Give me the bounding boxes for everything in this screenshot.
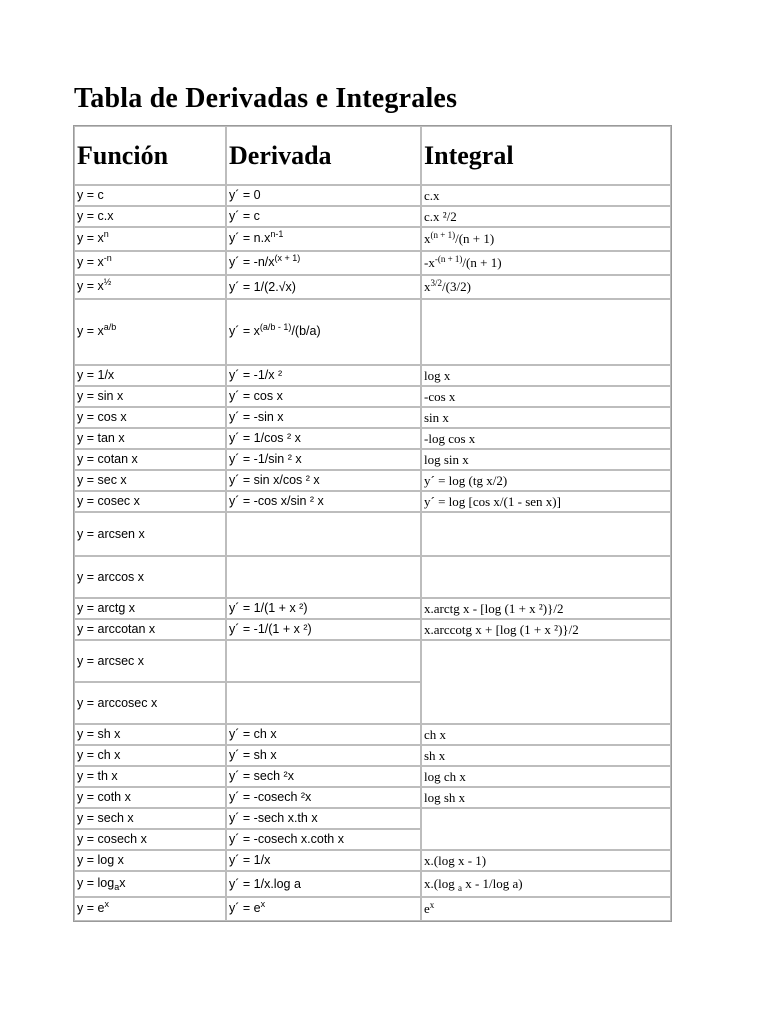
table-row [74,428,671,449]
derivative-cell: y´ = 1/cos ² x [226,428,421,449]
function-cell: y = coth x [74,787,226,808]
table-row [74,449,671,470]
table-row [74,299,671,365]
integral-cell [421,640,671,724]
integral-cell: y´ = log [cos x/(1 - sen x)] [421,491,671,512]
integral-cell: log x [421,365,671,386]
derivative-cell [226,556,421,598]
integral-cell: y´ = log (tg x/2) [421,470,671,491]
table-row [74,766,671,787]
derivative-cell [226,640,421,682]
function-cell: $y = \log_ax$ [74,871,226,897]
derivative-cell [226,682,421,724]
derivative-cell: y´ = ch x [226,724,421,745]
function-cell: y = arcsec x [74,640,226,682]
table-row [74,787,671,808]
table-row [74,206,671,227]
function-cell: y = c.x [74,206,226,227]
integral-cell: ch x [421,724,671,745]
function-cell: $y = x^n$ [74,227,226,251]
derivative-cell: y´ = $-n/x^{(x + 1)}$ [226,251,421,275]
table-row [74,227,671,251]
table-row [74,850,671,871]
derivative-cell: y´ = -sech x.th x [226,808,421,829]
table-row [74,407,671,428]
page-title: Tabla de Derivadas e Integrales [74,83,458,114]
function-cell: y = arccosec x [74,682,226,724]
derivative-cell: y´ = -1/sin ² x [226,449,421,470]
integral-cell: x.(log x - 1) [421,850,671,871]
derivative-cell: y´ = cos x [226,386,421,407]
table-row [74,512,671,556]
function-cell: y = th x [74,766,226,787]
integral-cell [421,512,671,556]
integral-cell: c.x ²/2 [421,206,671,227]
table-row [74,491,671,512]
integral-cell: x.(log $_a$ x - 1/log a) [421,871,671,897]
derivative-cell: y´ = $e^x$ [226,897,421,921]
integral-cell: $x^{3/2}/(3/2)$ [421,275,671,299]
integral-cell: sin x [421,407,671,428]
derivative-cell: y´ = 0 [226,185,421,206]
function-cell: y = sh x [74,724,226,745]
derivative-cell [226,512,421,556]
derivatives-table [73,125,672,922]
derivative-cell: y´ = -1/x ² [226,365,421,386]
derivative-cell: y´ = c [226,206,421,227]
function-cell: y = ch x [74,745,226,766]
table-row [74,470,671,491]
table-row [74,556,671,598]
function-cell: $y = x^{\frac{1}{2}}$ [74,275,226,299]
derivative-cell: y´ = $x^{(a/b - 1)}/(b/a)$ [226,299,421,365]
derivative-cell: y´ = sech ²x [226,766,421,787]
table-row [74,871,671,897]
function-cell: $y = x^{-n}$ [74,251,226,275]
table-row [74,386,671,407]
table-row [74,745,671,766]
header-funcion: Función [74,126,226,185]
integral-cell: $x^{(n + 1)}/(n + 1)$ [421,227,671,251]
derivative-cell: y´ = -cosech ²x [226,787,421,808]
derivative-cell: y´ = 1/(1 + x ²) [226,598,421,619]
integral-cell [421,808,671,850]
integral-cell: -log cos x [421,428,671,449]
header-row [74,126,671,185]
derivative-cell: y´ = sin x/cos ² x [226,470,421,491]
header-derivada: Derivada [226,126,421,185]
function-cell: y = sech x [74,808,226,829]
derivative-cell: y´ = $n.x^{n-1}$ [226,227,421,251]
integral-cell [421,556,671,598]
table-row [74,598,671,619]
integral-cell: c.x [421,185,671,206]
integral-cell: sh x [421,745,671,766]
table-row [74,619,671,640]
integral-cell: x.arccotg x + [log (1 + x ²)}/2 [421,619,671,640]
integral-cell [421,299,671,365]
function-cell: y = arctg x [74,598,226,619]
derivative-cell: y´ = sh x [226,745,421,766]
function-cell: $y = e^x$ [74,897,226,921]
table-row [74,275,671,299]
table-row [74,185,671,206]
function-cell: y = arccos x [74,556,226,598]
derivative-cell: y´ = 1/x [226,850,421,871]
integral-cell: log ch x [421,766,671,787]
table-row [74,640,671,682]
integral-cell: $-x^{-(n + 1)}/(n + 1)$ [421,251,671,275]
function-cell: y = log x [74,850,226,871]
derivative-cell: y´ = 1/(2.√x) [226,275,421,299]
function-cell: y = cosech x [74,829,226,850]
derivative-cell: y´ = -sin x [226,407,421,428]
integral-cell: x.arctg x - [log (1 + x ²)}/2 [421,598,671,619]
derivative-cell: y´ = -cos x/sin ² x [226,491,421,512]
header-integral: Integral [421,126,671,185]
function-cell: y = c [74,185,226,206]
derivative-cell: y´ = 1/x.log a [226,871,421,897]
function-cell: $y = x^{a/b}$ [74,299,226,365]
integral-cell: $e^x$ [421,897,671,921]
function-cell: y = cos x [74,407,226,428]
function-cell: y = 1/x [74,365,226,386]
function-cell: y = cotan x [74,449,226,470]
table-row [74,724,671,745]
function-cell: y = sec x [74,470,226,491]
function-cell: y = tan x [74,428,226,449]
table-row [74,808,671,829]
integral-cell: -cos x [421,386,671,407]
table-row [74,365,671,386]
integral-cell: log sh x [421,787,671,808]
table-row [74,251,671,275]
table-row [74,897,671,921]
function-cell: y = cosec x [74,491,226,512]
function-cell: y = sin x [74,386,226,407]
function-cell: y = arccotan x [74,619,226,640]
function-cell: y = arcsen x [74,512,226,556]
derivative-cell: y´ = -cosech x.coth x [226,829,421,850]
integral-cell: log sin x [421,449,671,470]
derivative-cell: y´ = -1/(1 + x ²) [226,619,421,640]
